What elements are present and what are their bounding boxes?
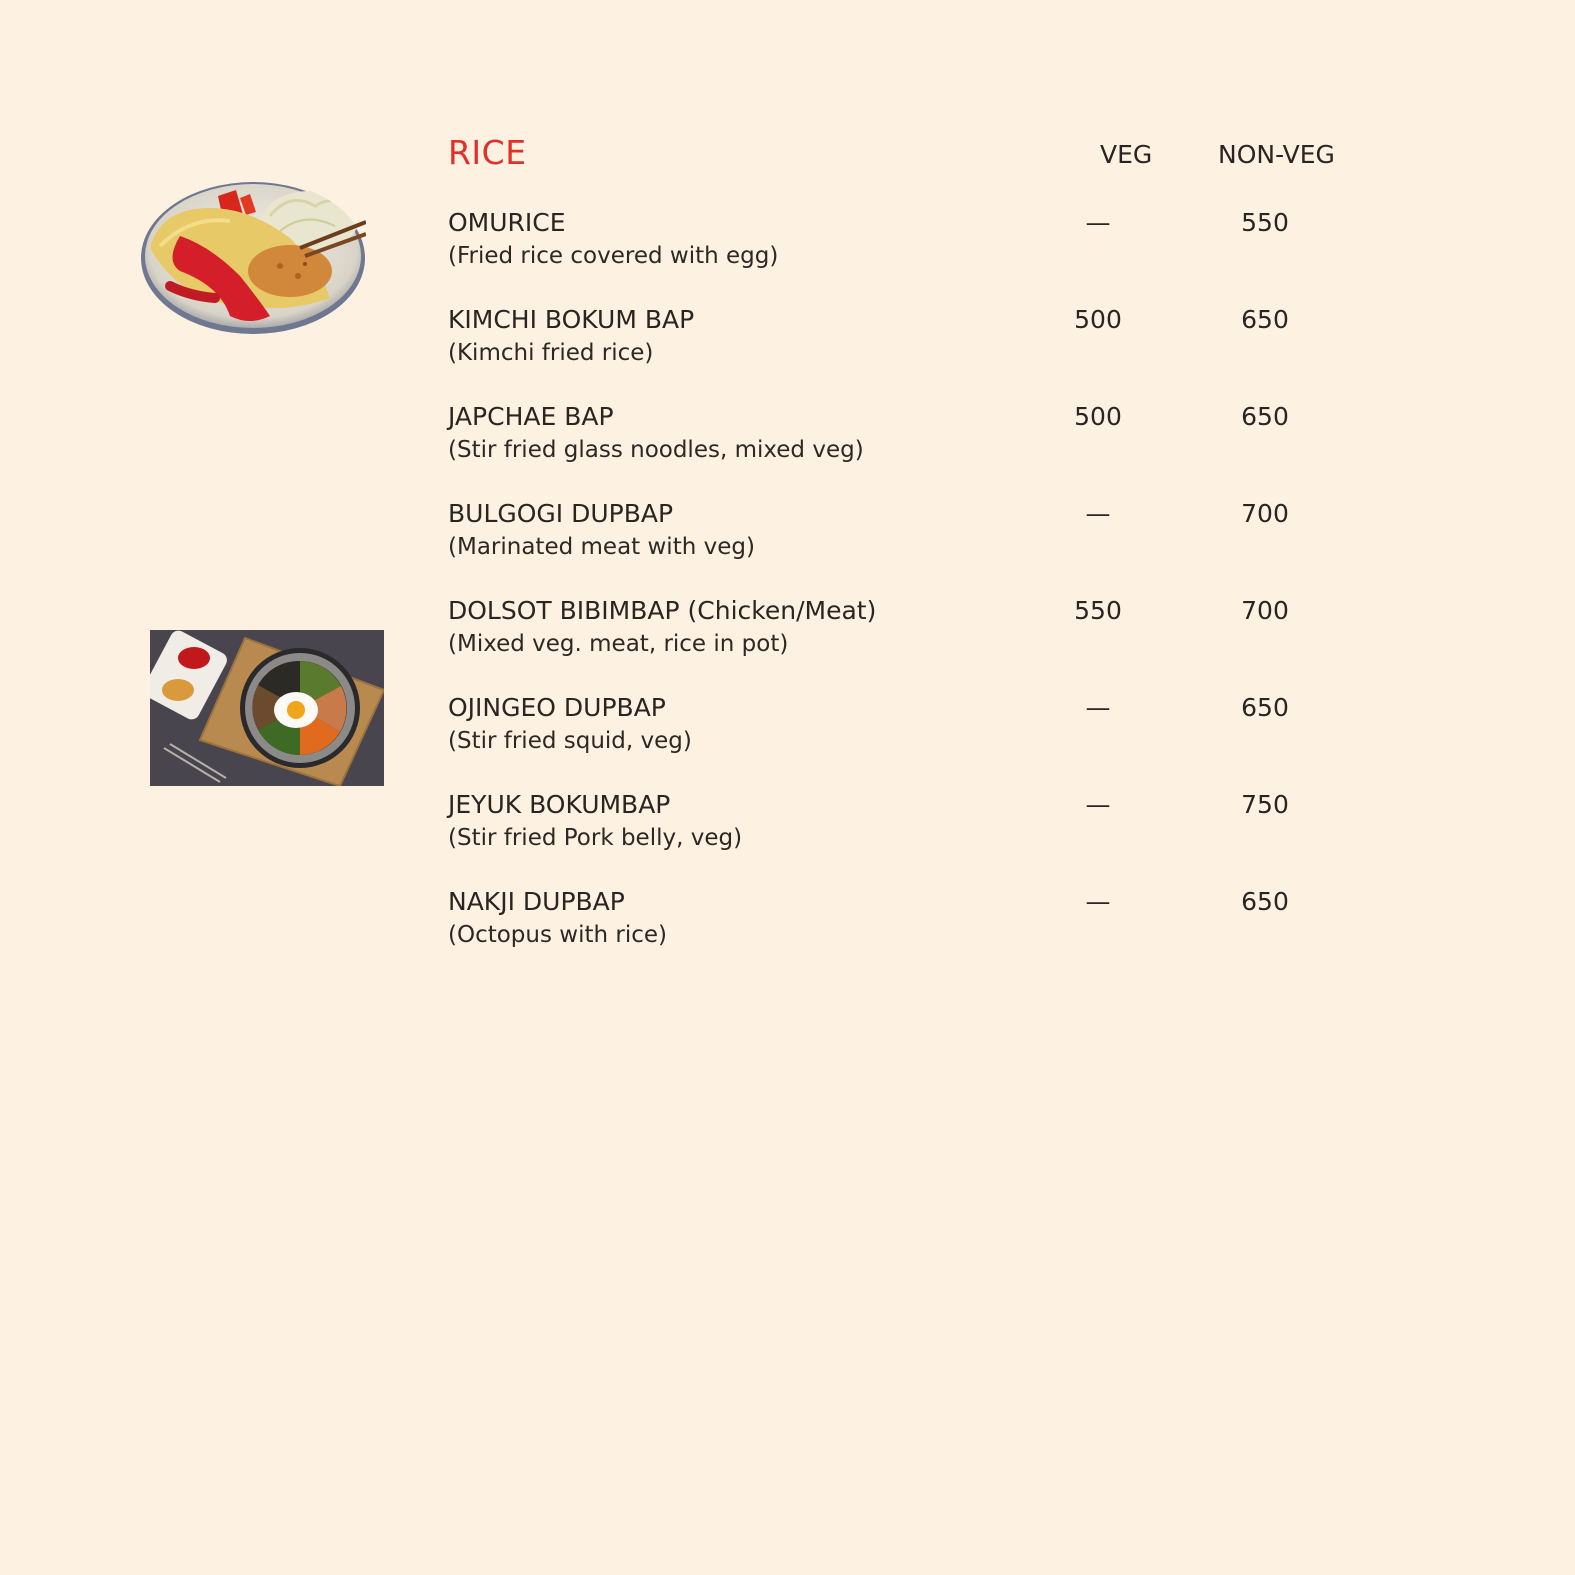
price-nonveg: 750	[1241, 790, 1289, 819]
price-veg: —	[1085, 887, 1111, 916]
price-nonveg: 700	[1241, 596, 1289, 625]
item-name: DOLSOT BIBIMBAP (Chicken/Meat)	[448, 596, 877, 625]
menu-item	[448, 499, 1448, 579]
item-name: KIMCHI BOKUM BAP	[448, 305, 695, 334]
item-description: (Marinated meat with veg)	[448, 534, 755, 560]
item-description: (Octopus with rice)	[448, 922, 668, 948]
price-veg: —	[1085, 499, 1111, 528]
item-description: (Stir fried glass noodles, mixed veg)	[448, 437, 864, 463]
section-title: RICE	[448, 133, 527, 172]
item-description: (Fried rice covered with egg)	[448, 243, 779, 269]
menu-item	[448, 887, 1448, 967]
menu-item	[448, 790, 1448, 870]
omurice-plate-photo	[140, 176, 366, 336]
menu-item	[448, 693, 1448, 773]
item-name: BULGOGI DUPBAP	[448, 499, 674, 528]
price-veg: —	[1085, 208, 1111, 237]
price-nonveg: 650	[1241, 305, 1289, 334]
price-nonveg: 700	[1241, 499, 1289, 528]
price-veg: —	[1085, 693, 1111, 722]
column-header-nonveg: NON-VEG	[1218, 140, 1335, 169]
price-veg: 500	[1074, 402, 1122, 431]
item-name: NAKJI DUPBAP	[448, 887, 625, 916]
menu-item	[448, 305, 1448, 385]
price-nonveg: 650	[1241, 402, 1289, 431]
price-veg: 550	[1074, 596, 1122, 625]
price-nonveg: 550	[1241, 208, 1289, 237]
item-name: JAPCHAE BAP	[448, 402, 614, 431]
item-description: (Kimchi fried rice)	[448, 340, 654, 366]
menu-item	[448, 402, 1448, 482]
item-description: (Mixed veg. meat, rice in pot)	[448, 631, 789, 657]
dolsot-bibimbap-photo	[150, 630, 384, 786]
price-nonveg: 650	[1241, 693, 1289, 722]
item-description: (Stir fried Pork belly, veg)	[448, 825, 743, 851]
menu-item	[448, 208, 1448, 288]
price-veg: —	[1085, 790, 1111, 819]
price-nonveg: 650	[1241, 887, 1289, 916]
menu-item	[448, 596, 1448, 676]
price-veg: 500	[1074, 305, 1122, 334]
item-name: OMURICE	[448, 208, 566, 237]
column-header-veg: VEG	[1100, 140, 1153, 169]
item-name: JEYUK BOKUMBAP	[448, 790, 671, 819]
item-description: (Stir fried squid, veg)	[448, 728, 692, 754]
item-name: OJINGEO DUPBAP	[448, 693, 666, 722]
